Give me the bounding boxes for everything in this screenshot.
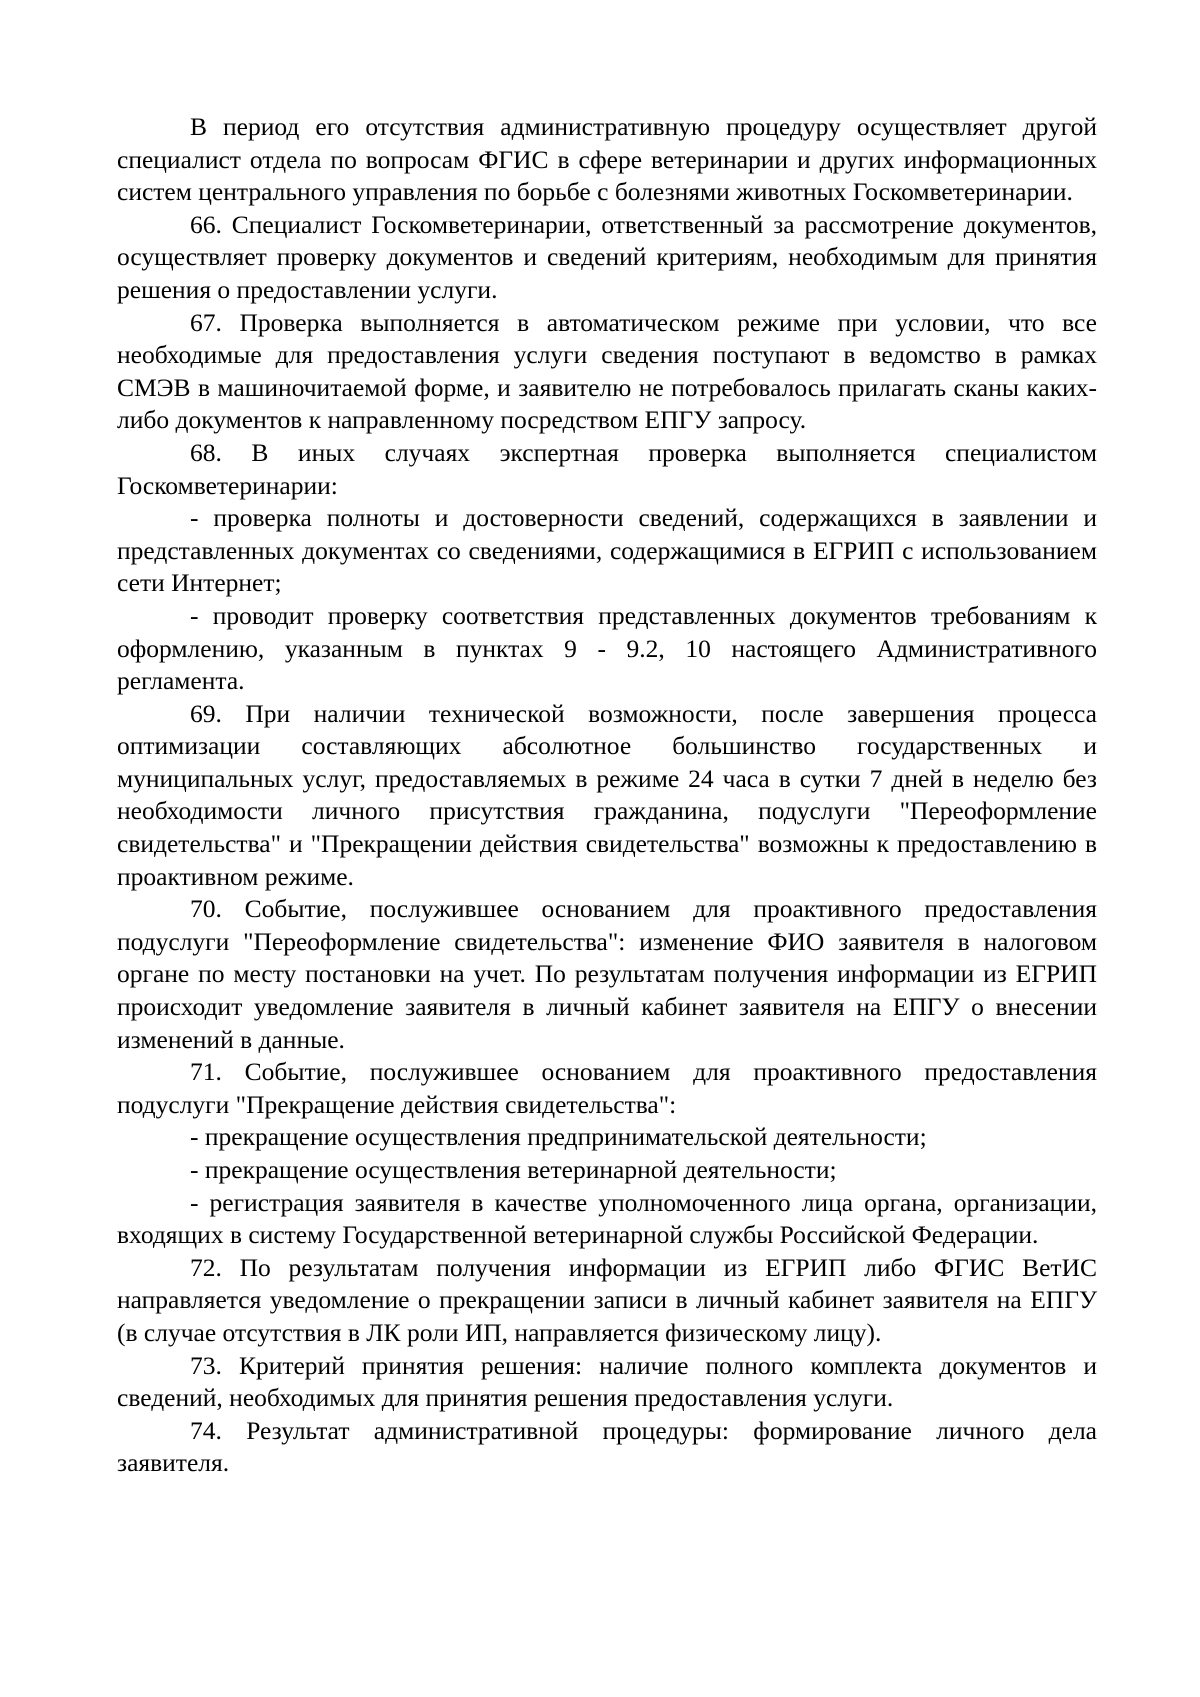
list-item-vet-termination: - прекращение осуществления ветеринарной деятельности; [190,1155,837,1184]
list-item-completeness-check: - проверка полноты и достоверности сведений, содержащихся в заявлении и представленных документах со сведениями, содержащимися в ЕГРИП с использованием сети Интернет; [117,503,1097,598]
paragraph-72: 72. По результатам получения информации из ЕГРИП либо ФГИС ВетИС направляется уведомление о прекращении записи в личный кабинет заявителя на ЕПГУ (в случае отсутствия в ЛК роли ИП, направляется физическому лицу). [117,1252,1097,1347]
list-item-compliance-check: - проводит проверку соответствия представленных документов требованиям к оформлению, указанным в пунктах 9 - 9.2, 10 настоящего Административного регламента. [117,600,1097,696]
paragraph-73: 73. Критерий принятия решения: наличие полного комплекта документов и сведений, необходимых для принятия решения предоставления услуги. [117,1350,1097,1413]
paragraph-continuation: В период его отсутствия административную процедуру осуществляет другой специалист отдела по вопросам ФГИС в сфере ветеринарии и других информационных систем центрального управления по борьбе с болезнями животных Госкомветеринарии. [117,112,1097,207]
paragraph-66: 66. Специалист Госкомветеринарии, ответственный за рассмотрение документов, осуществляет проверку документов и сведений критериям, необходимым для принятия решения о предоставлении услуги. [117,209,1097,304]
paragraph-68: 68. В иных случаях экспертная проверка выполняется специалистом Госкомветеринарии: [117,437,1097,500]
paragraph-69: 69. При наличии технической возможности, после завершения процесса оптимизации составляющих абсолютное большинство государственных и муниципальных услуг, предоставляемых в режиме 24 часа в сутки 7 дней в неделю без необходимости личного присутствия гражданина, подуслуги "Переоформление свидетельства" и "Прекращении действия свидетельства" возможны к предоставлению в проактивном режиме. [117,698,1097,891]
paragraph-67: 67. Проверка выполняется в автоматическом режиме при условии, что все необходимые для предоставления услуги сведения поступают в ведомство в рамках СМЭВ в машиночитаемой форме, и заявителю не потребовалось прилагать сканы каких-либо документов к направленному посредством ЕПГУ запросу. [117,307,1097,435]
list-item-registration: - регистрация заявителя в качестве уполномоченного лица органа, организации, входящих в систему Государственной ветеринарной службы Российской Федерации. [117,1187,1097,1250]
document-body [117,111,1097,1480]
paragraph-74: 74. Результат административной процедуры: формирование личного дела заявителя. [117,1415,1097,1478]
list-item-business-termination: - прекращение осуществления предпринимательской деятельности; [190,1122,927,1152]
paragraph-71: 71. Событие, послужившее основанием для проактивного предоставления подуслуги "Прекращение действия свидетельства": [117,1057,1097,1119]
paragraph-70: 70. Событие, послужившее основанием для проактивного предоставления подуслуги "Переоформление свидетельства": изменение ФИО заявителя в налоговом органе по месту постановки на учет. По результатам получения информации из ЕГРИП происходит уведомление заявителя в личный кабинет заявителя на ЕПГУ о внесении изменений в данные. [117,894,1097,1054]
